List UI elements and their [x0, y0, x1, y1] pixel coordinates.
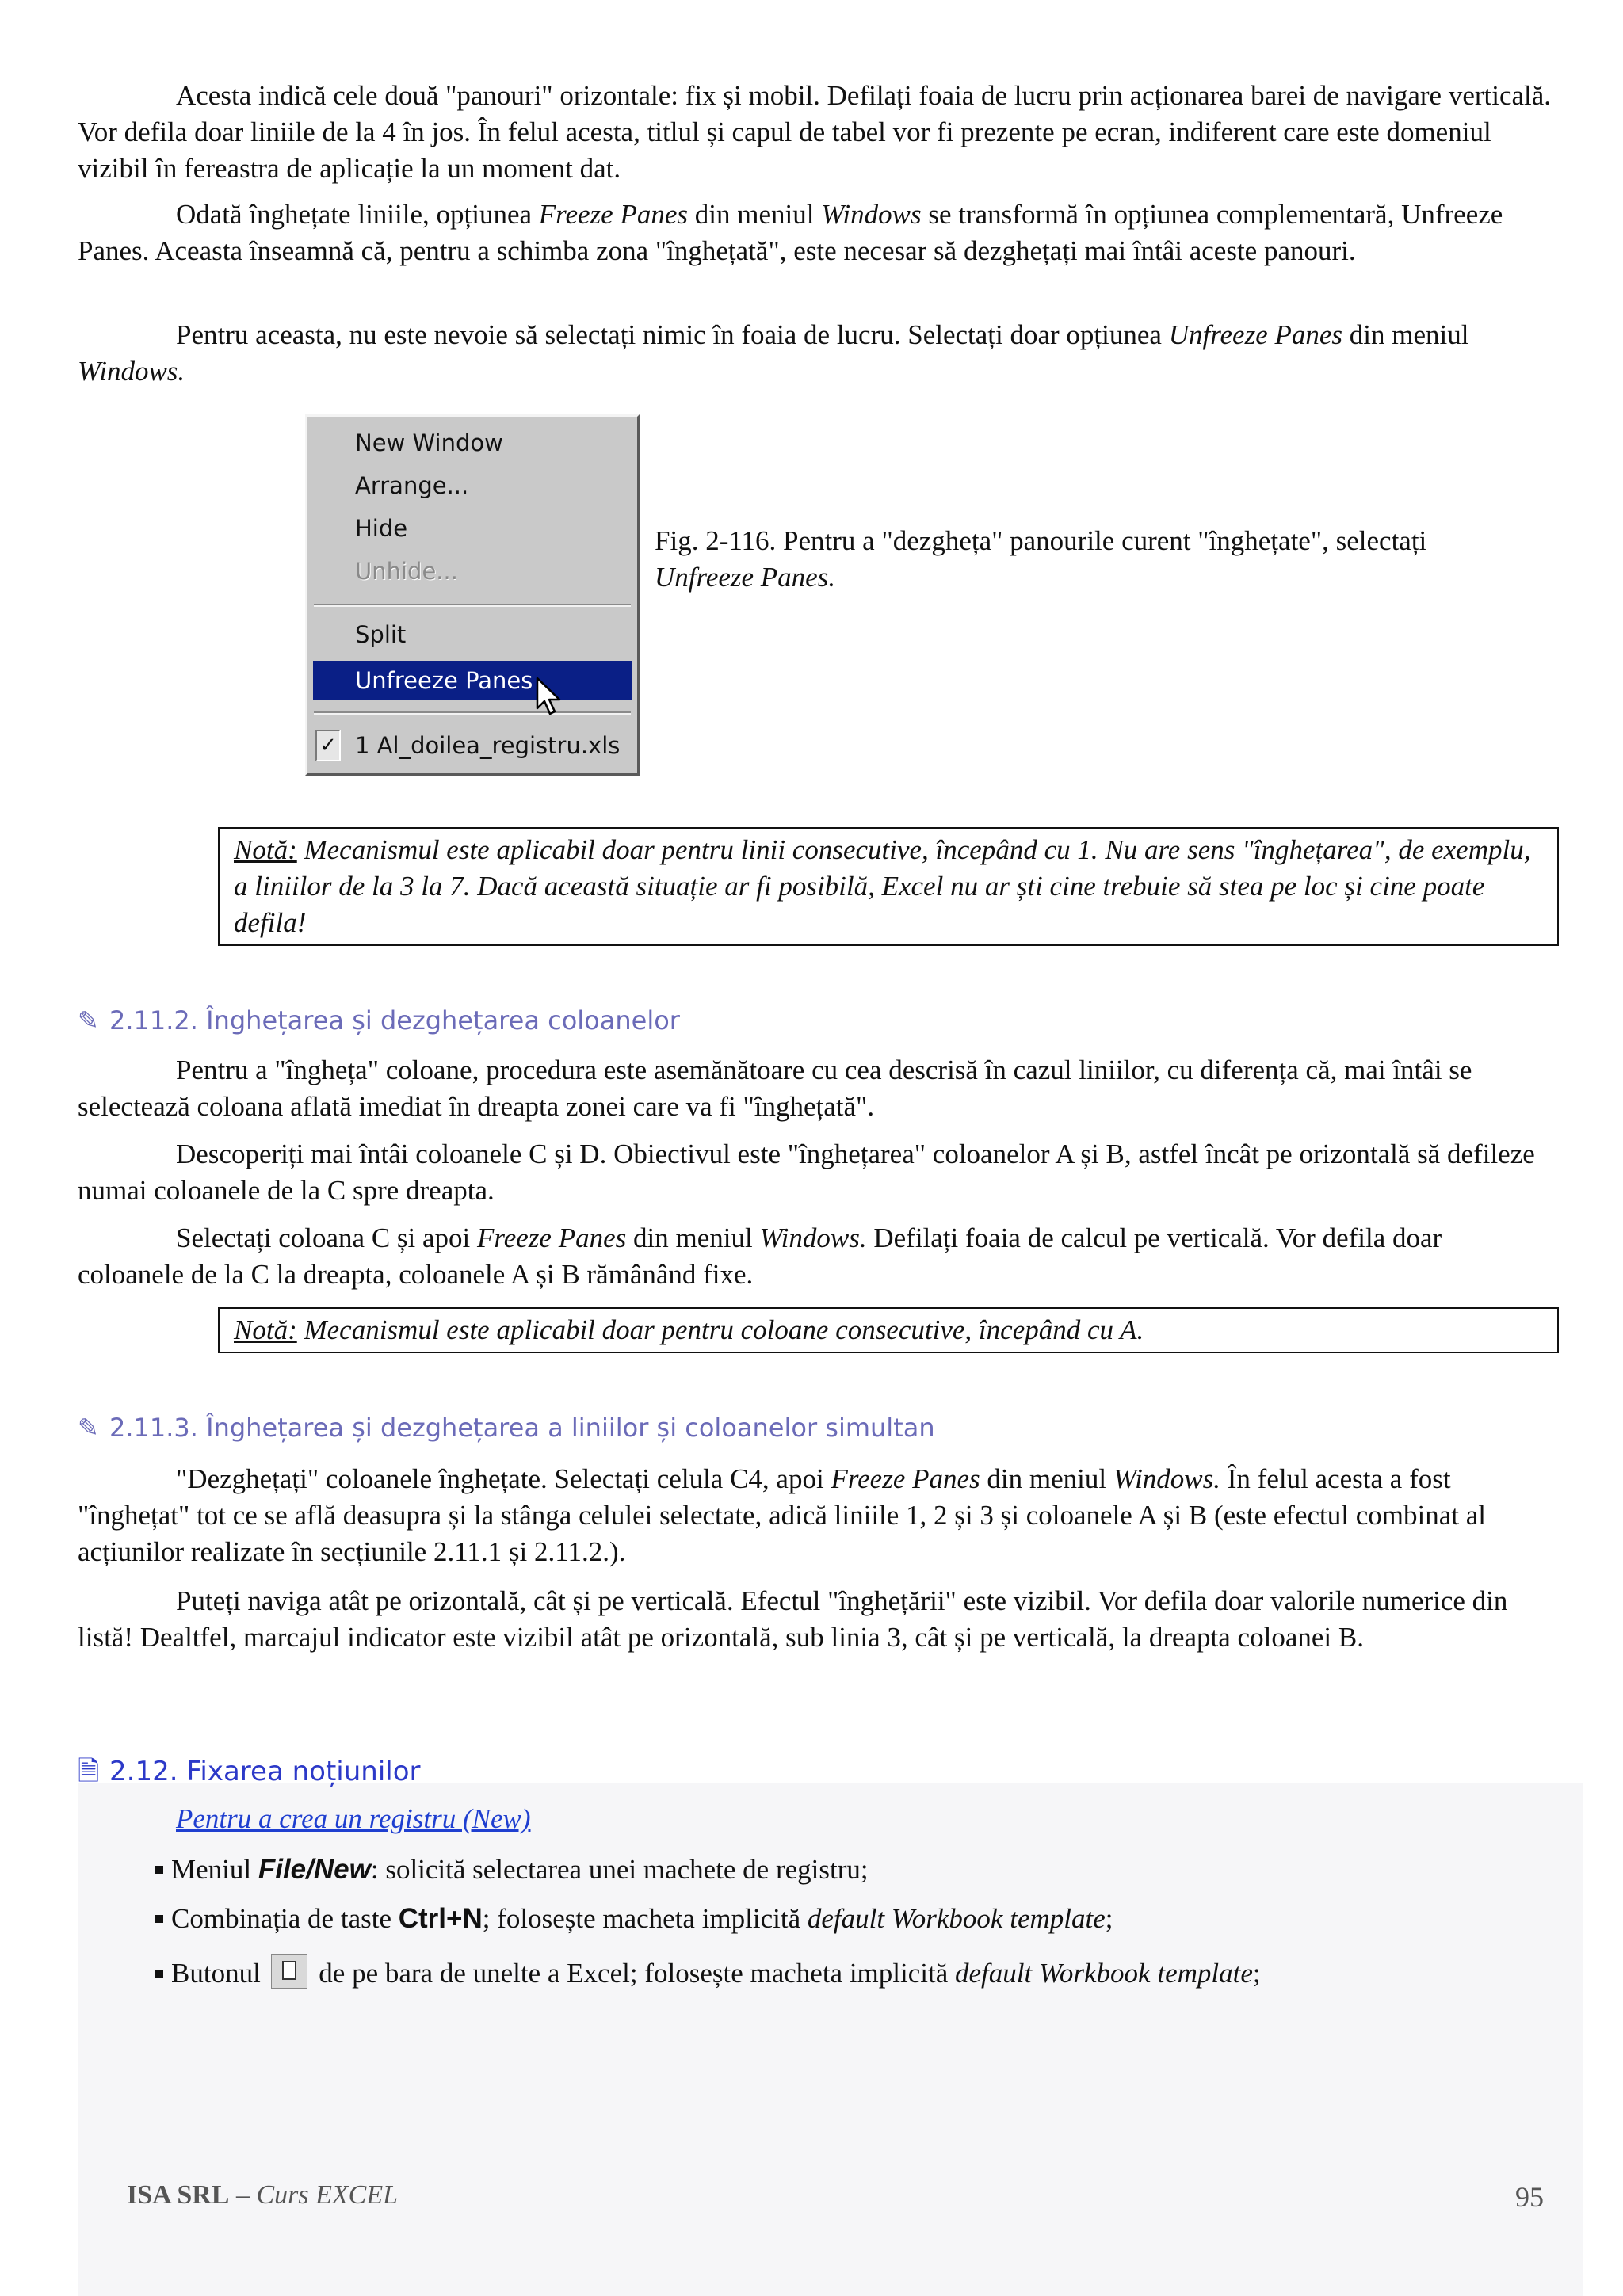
page-number: 95 — [1515, 2181, 1544, 2213]
menu-item-recent-file[interactable]: 1 Al_doilea_registru.xls — [355, 732, 621, 759]
menu-item-hide[interactable]: Hide — [355, 515, 408, 542]
paragraph-2-11-3-1: "Dezghețați" coloanele înghețate. Selectați celula C4, apoi Freeze Panes din meniul Windows. În felul acesta a fost "înghețat" tot ce se află deasupra și la stânga celulei selectate, adică liniile 1, 2 și 3 și coloanele A și B (este efectul combinat al acțiunilor realizate în secțiunile 2.11.1 și 2.11.2.). — [78, 1463, 1486, 1567]
menu-separator — [314, 711, 631, 715]
mouse-pointer-icon — [536, 677, 563, 716]
bullet-file-new: Meniul File/New: solicită selectarea unei machete de registru; — [155, 1851, 869, 1889]
section-heading-2-11-3: ✎ 2.11.3. Înghețarea și dezghețarea a liniilor și coloanelor simultan — [78, 1410, 935, 1445]
check-icon: ✓ — [315, 730, 341, 761]
menu-item-new-window[interactable]: New Window — [355, 429, 503, 456]
menu-item-unfreeze-panes[interactable] — [313, 661, 632, 700]
paragraph-intro-3: Pentru aceasta, nu este nevoie să selectați nimic în foaia de lucru. Selectați doar opțiunea Unfreeze Panes din meniul Windows. — [78, 319, 1469, 387]
menu-item-unhide: Unhide... — [355, 558, 458, 585]
windows-menu-screenshot — [305, 414, 640, 776]
new-document-icon — [271, 1954, 307, 1989]
bullet-ctrl-n: Combinația de taste Ctrl+N; folosește macheta implicită default Workbook template; — [155, 1900, 1113, 1938]
section-heading-2-11-2: ✎ 2.11.2. Înghețarea și dezghețarea coloanelor — [78, 1003, 680, 1038]
paragraph-2-11-2-3: Selectați coloana C și apoi Freeze Panes din meniul Windows. Defilați foaia de calcul pe verticală. Vor defila doar coloanele de la C la dreapta, coloanele A și B rămânând fixe. — [78, 1222, 1442, 1290]
menu-separator — [314, 604, 631, 607]
menu-item-arrange[interactable]: Arrange... — [355, 472, 469, 499]
pencil-icon: ✎ — [78, 1005, 99, 1035]
paragraph-2-11-3-2: Puteți naviga atât pe orizontală, cât și pe verticală. Efectul "înghețării" este vizibil. Vor defila doar valorile numerice din listă! Dealtfel, marcajul indicator este vizibil atât pe orizontală, sub linia 3, cât și pe verticală, la dreapta coloanei B. — [78, 1585, 1508, 1653]
pencil-icon: ✎ — [78, 1413, 99, 1443]
link-create-workbook-new[interactable]: Pentru a crea un registru (New) — [176, 1803, 531, 1834]
paragraph-intro-2: Odată înghețate liniile, opțiunea Freeze Panes din meniul Windows se transformă în opțiunea complementară, Unfreeze Panes. Aceasta înseamnă că, pentru a schimba zona "înghețată", este necesar să dezghețați mai întâi aceste panouri. — [78, 199, 1503, 266]
bullet-square-icon — [155, 1915, 163, 1923]
bullet-square-icon — [155, 1866, 163, 1874]
menu-item-split[interactable]: Split — [355, 621, 407, 648]
document-icon: 🗎 — [78, 1756, 100, 1787]
note-box-columns: Notă: Mecanismul este aplicabil doar pentru coloane consecutive, începând cu A. — [218, 1307, 1559, 1353]
paragraph-intro-1: Acesta indică cele două "panouri" orizontale: fix și mobil. Defilați foaia de lucru prin acționarea barei de navigare verticală. Vor defila doar liniile de la 4 în jos. În felul acesta, titlul și capul de tabel vor fi prezente pe ecran, indiferent care este domeniul vizibil în fereastra de aplicație la un moment dat. — [78, 80, 1552, 184]
menu-item-unfreeze-panes-label: Unfreeze Panes — [355, 667, 533, 694]
bullet-new-button: Butonul de pe bara de unelte a Excel; folosește macheta implicită default Workbook template; — [155, 1954, 1261, 1993]
footer-course-label: ISA SRL – Curs EXCEL — [127, 2180, 399, 2210]
bullet-square-icon — [155, 1970, 163, 1978]
figure-caption: Fig. 2-116. Pentru a "dezgheța" panourile curent "înghețate", selectați Unfreeze Panes. — [655, 525, 1427, 593]
note-box-lines: Notă: Mecanismul este aplicabil doar pentru linii consecutive, începând cu 1. Nu are sens "înghețarea", de exemplu, a liniilor de la 3 la 7. Dacă această situație ar fi posibilă, Excel nu ar ști cine trebuie să stea pe loc și cine poate defila! — [218, 827, 1559, 946]
section-heading-2-12: 🗎 2.12. Fixarea noțiunilor — [78, 1756, 421, 1787]
paragraph-2-11-2-2: Descoperiți mai întâi coloanele C și D. Obiectivul este "înghețarea" coloanelor A și B, astfel încât pe orizontală să defileze numai coloanele de la C spre dreapta. — [78, 1138, 1535, 1206]
paragraph-2-11-2-1: Pentru a "îngheța" coloane, procedura este asemănătoare cu cea descrisă în cazul liniilor, cu diferența că, mai întâi se selectează coloana aflată imediat în dreapta zonei care va fi "înghețată". — [78, 1055, 1472, 1122]
